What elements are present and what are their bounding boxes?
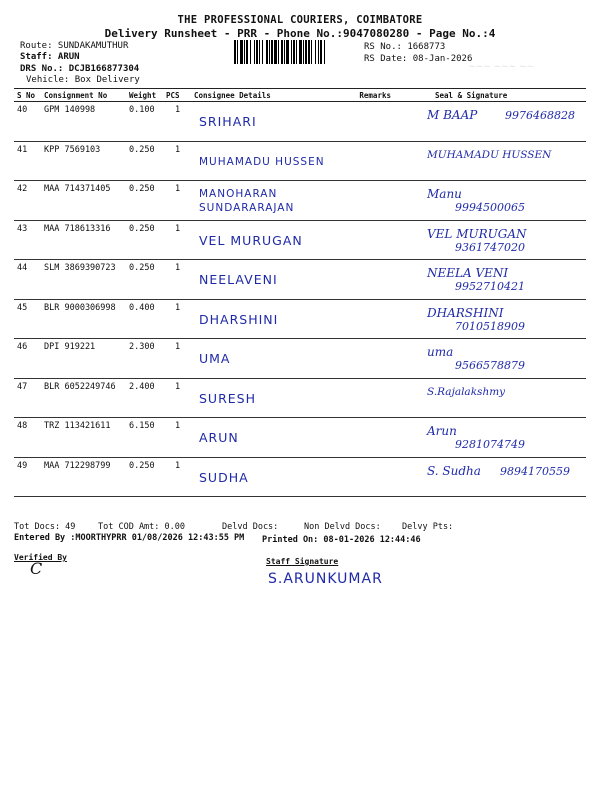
phone-handwriting: 9566578879 <box>455 359 525 372</box>
cell-pcs: 1 <box>163 260 191 300</box>
cell-sno: 46 <box>14 339 41 379</box>
cell-consignee <box>191 378 345 418</box>
cell-consignee <box>191 339 345 379</box>
cell-seal-signature <box>395 457 586 497</box>
cell-seal-signature <box>395 299 586 339</box>
table-row <box>14 141 586 181</box>
cell-weight: 2.300 <box>126 339 163 379</box>
consignee-handwriting: MANOHARAN SUNDARARAJAN <box>199 188 295 214</box>
cell-sno: 40 <box>14 102 41 142</box>
cell-sno: 42 <box>14 181 41 221</box>
consignee-handwriting: VEL MURUGAN <box>199 232 303 248</box>
consignee-handwriting: SRIHARI <box>199 114 257 129</box>
cell-weight: 0.250 <box>126 260 163 300</box>
staff-label: Staff: ARUN <box>20 52 80 62</box>
cell-remarks <box>345 260 395 300</box>
cell-sno: 45 <box>14 299 41 339</box>
cell-remarks <box>345 299 395 339</box>
cell-sno: 48 <box>14 418 41 458</box>
delivered-docs: Delvd Docs: <box>222 522 279 532</box>
cell-sno: 47 <box>14 378 41 418</box>
cell-weight: 0.250 <box>126 220 163 260</box>
total-docs: Tot Docs: 49 <box>14 522 76 532</box>
cell-seal-signature <box>395 260 586 300</box>
cell-consignee <box>191 102 345 142</box>
cell-consignment: SLM 3869390723 <box>41 260 126 300</box>
table-row <box>14 299 586 339</box>
cell-consignment: BLR 9000306998 <box>41 299 126 339</box>
cell-consignee <box>191 299 345 339</box>
cell-remarks <box>345 102 395 142</box>
cell-consignee <box>191 220 345 260</box>
company-name: THE PROFESSIONAL COURIERS, COIMBATORE <box>177 14 423 26</box>
cell-weight: 0.250 <box>126 457 163 497</box>
cell-seal-signature <box>395 181 586 221</box>
cell-weight: 0.400 <box>126 299 163 339</box>
rs-number: RS No.: 1668773 <box>364 42 446 52</box>
total-cod: Tot COD Amt: 0.00 <box>98 522 185 532</box>
runsheet-table <box>14 88 586 497</box>
cell-sno: 49 <box>14 457 41 497</box>
col-sno: S No <box>14 89 41 102</box>
cell-seal-signature <box>395 102 586 142</box>
table-row <box>14 181 586 221</box>
cell-sno: 43 <box>14 220 41 260</box>
barcode-image <box>234 40 362 64</box>
table-row <box>14 378 586 418</box>
table-row <box>14 457 586 497</box>
cell-consignment: DPI 919221 <box>41 339 126 379</box>
cell-weight: 0.250 <box>126 141 163 181</box>
phone-handwriting: 9952710421 <box>455 280 525 293</box>
cell-consignment: GPM 140998 <box>41 102 126 142</box>
cell-seal-signature <box>395 378 586 418</box>
vehicle-label: Vehicle: Box Delivery <box>26 75 140 85</box>
cell-seal-signature <box>395 418 586 458</box>
consignee-handwriting: SURESH <box>199 390 257 406</box>
cell-pcs: 1 <box>163 378 191 418</box>
cell-pcs: 1 <box>163 141 191 181</box>
phone-handwriting: 9894170559 <box>500 464 570 478</box>
cell-consignment: MAA 718613316 <box>41 220 126 260</box>
cell-remarks <box>345 339 395 379</box>
cell-consignee <box>191 418 345 458</box>
runsheet-title: Delivery Runsheet - PRR - Phone No.:9047080280 - Page No.:4 <box>104 27 496 40</box>
cell-pcs: 1 <box>163 418 191 458</box>
phone-handwriting: 9976468828 <box>505 109 575 122</box>
staff-signature-label: Staff Signature <box>266 557 339 566</box>
table-header-row <box>14 89 586 102</box>
cell-consignment: MAA 712298799 <box>41 457 126 497</box>
cell-consignment: BLR 6052249746 <box>41 378 126 418</box>
cell-remarks <box>345 378 395 418</box>
verified-by-label: Verified By <box>14 553 67 562</box>
cell-sno: 44 <box>14 260 41 300</box>
consignee-handwriting: UMA <box>199 351 231 366</box>
cell-remarks <box>345 220 395 260</box>
cell-remarks <box>345 457 395 497</box>
cell-seal-signature <box>395 220 586 260</box>
seal-signature-line: M BAAP <box>427 108 478 122</box>
col-remarks: Remarks <box>345 89 395 102</box>
cell-pcs: 1 <box>163 220 191 260</box>
seal-signature-line: DHARSHINI <box>427 305 504 320</box>
seal-signature-line: S.Rajalakshmy <box>427 385 506 398</box>
cell-consignment: KPP 7569103 <box>41 141 126 181</box>
cell-consignee <box>191 457 345 497</box>
phone-handwriting: 9361747020 <box>455 240 525 254</box>
col-weight: Weight <box>126 89 163 102</box>
consignee-handwriting: NEELAVENI <box>199 272 278 287</box>
col-consignee: Consignee Details <box>191 89 345 102</box>
non-delivered-docs: Non Delvd Docs: <box>304 522 381 532</box>
phone-handwriting: 7010518909 <box>455 319 525 333</box>
delivery-points: Delvy Pts: <box>402 522 454 532</box>
seal-signature-line: S. Sudha <box>427 463 481 478</box>
table-row <box>14 260 586 300</box>
cell-consignee <box>191 260 345 300</box>
cell-consignment: TRZ 113421611 <box>41 418 126 458</box>
cell-pcs: 1 <box>163 181 191 221</box>
seal-signature-line: uma <box>427 345 454 359</box>
cell-seal-signature <box>395 141 586 181</box>
cell-seal-signature <box>395 339 586 379</box>
drs-number: DRS No.: DCJB166877304 <box>20 64 140 74</box>
cell-pcs: 1 <box>163 457 191 497</box>
cell-weight: 0.250 <box>126 181 163 221</box>
col-seal: Seal & Signature <box>395 89 586 102</box>
seal-signature-line: Arun <box>427 424 457 438</box>
consignee-handwriting: SUDHA <box>199 469 249 485</box>
phone-handwriting: 9281074749 <box>455 438 525 451</box>
cell-remarks <box>345 141 395 181</box>
col-consignment: Consignment No <box>41 89 126 102</box>
cell-pcs: 1 <box>163 339 191 379</box>
cell-consignment: MAA 714371405 <box>41 181 126 221</box>
cell-pcs: 1 <box>163 102 191 142</box>
cell-sno: 41 <box>14 141 41 181</box>
staff-signature: S.ARUNKUMAR <box>268 571 383 587</box>
entered-by: Entered By :MOORTHYPRR 01/08/2026 12:43:55 PM <box>14 533 245 543</box>
cell-weight: 2.400 <box>126 378 163 418</box>
seal-signature-line: MUHAMADU HUSSEN <box>427 148 552 161</box>
table-row <box>14 418 586 458</box>
faint-stamp: ~~~ ~~~ ~~ <box>468 62 535 72</box>
verifier-signature: C <box>30 559 43 578</box>
cell-consignee <box>191 181 345 221</box>
cell-remarks <box>345 418 395 458</box>
cell-consignee <box>191 141 345 181</box>
cell-weight: 0.100 <box>126 102 163 142</box>
rs-date: RS Date: 08-Jan-2026 <box>364 54 473 64</box>
seal-signature-line: Manu <box>427 187 462 201</box>
cell-pcs: 1 <box>163 299 191 339</box>
cell-weight: 6.150 <box>126 418 163 458</box>
cell-remarks <box>345 181 395 221</box>
table-row <box>14 102 586 142</box>
seal-signature-line: NEELA VENI <box>427 266 509 280</box>
table-row <box>14 220 586 260</box>
route-label: Route: SUNDAKAMUTHUR <box>20 41 129 51</box>
col-pcs: PCS <box>163 89 191 102</box>
table-row <box>14 339 586 379</box>
phone-handwriting: 9994500065 <box>455 201 525 214</box>
consignee-handwriting: MUHAMADU HUSSEN <box>199 155 325 168</box>
printed-on: Printed On: 08-01-2026 12:44:46 <box>262 535 421 545</box>
consignee-handwriting: DHARSHINI <box>199 311 279 327</box>
seal-signature-line: VEL MURUGAN <box>427 226 527 241</box>
consignee-handwriting: ARUN <box>199 430 239 445</box>
